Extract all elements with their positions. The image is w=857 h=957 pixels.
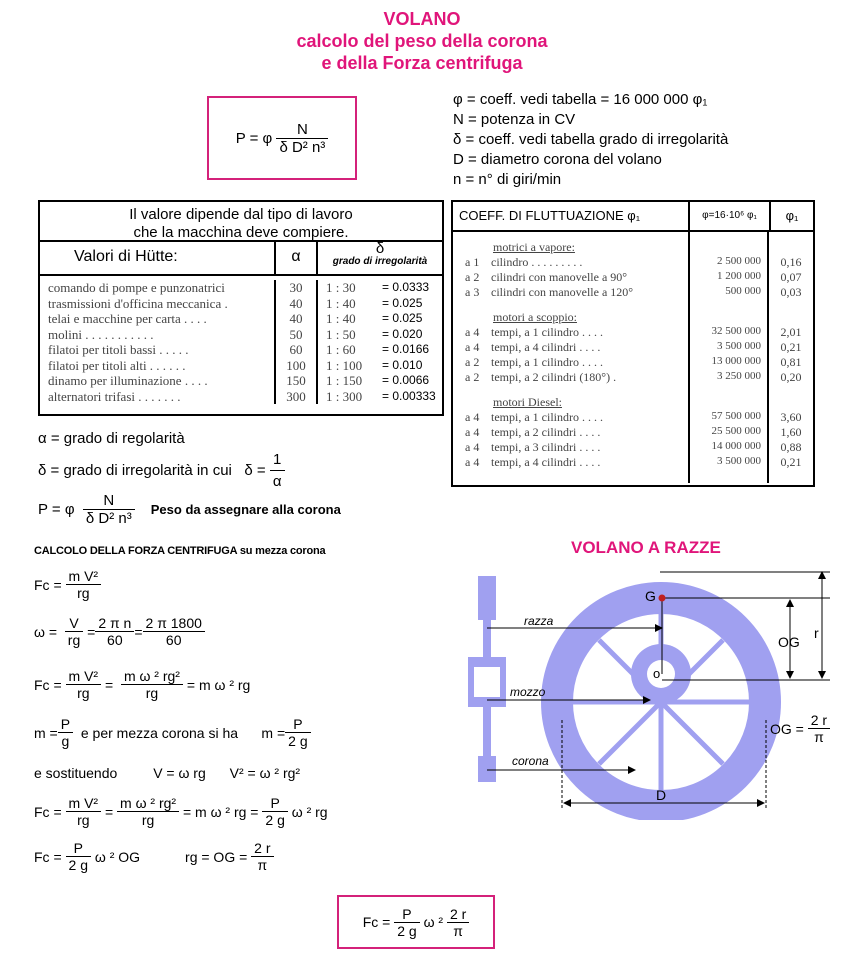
fc3-n3: P [270,795,280,811]
coeff-row-desc: tempi, a 1 cilindro . . . . [491,410,603,424]
coeff-row-phi: 3 500 000 [717,340,761,352]
formula-num: N [296,120,308,138]
m2-num: P [293,716,303,732]
alpha-def: α = grado di regolarità [38,430,185,447]
om-n2: 2 π n [98,615,132,631]
om-n3: 2 π 1800 [145,615,202,631]
hutte-row-label: alternatori trifasi . . . . . . . [48,388,181,404]
page-title [242,8,602,74]
hutte-row-delta [326,358,442,374]
coeff-row-phi: 3 500 000 [717,455,761,467]
hutte-row-label: molini . . . . . . . . . . . [48,326,154,342]
cf-title: CALCOLO DELLA FORZA CENTRIFUGA su mezza corona [34,545,326,557]
hutte-row-alpha: 40 [289,295,303,311]
coeff-row-desc: tempi, a 3 cilindri . . . . [491,440,601,454]
title-line2: calcolo del peso della corona [296,31,548,51]
delta-eq-den: α [270,470,285,492]
label-g: G [645,588,656,604]
final-n1: P [402,905,412,922]
coeff-header: COEFF. DI FLUTTUAZIONE φ₁ [453,202,690,230]
hutte-row-value: = 0.00333 [382,388,436,403]
coeff-row [465,255,688,270]
sost-v: V = ω rg [153,765,206,781]
coeff-row-n: a 2 [465,355,480,369]
fc2-d2: rg [121,684,183,701]
coeff-section-title: motori a scoppio: [493,310,577,324]
coeff-row-desc: tempi, a 1 cilindro . . . . [491,325,603,339]
flywheel-diagram [450,560,850,820]
fc3-lhs: Fc = [34,803,62,820]
hutte-row-ratio: 1 : 150 [326,373,363,388]
hutte-row-delta [326,373,442,389]
hutte-row-ratio: 1 : 60 [326,342,356,357]
peso-num: N [103,492,115,509]
hutte-row-label: filatoi per titoli alti . . . . . . [48,357,186,373]
fc3-d2: rg [117,811,179,828]
coeff-row-n: a 4 [465,410,480,424]
fc1-num: m V² [68,568,99,584]
rg-den: π [251,856,273,873]
coeff-row [465,270,688,285]
hutte-row-label: telai e macchine per carta . . . . [48,311,207,326]
final-n2: 2 r [449,905,467,922]
coeff-row-phi: 3 250 000 [717,370,761,382]
fc3-n2: m ω ² rg² [120,795,177,811]
hutte-col-label: Valori di Hütte: [40,242,276,274]
coeff-row-n: a 4 [465,455,480,469]
fc2-n2: m ω ² rg² [123,668,180,684]
coeff-section-title: motori Diesel: [493,395,562,409]
eq-m [34,716,311,749]
delta-eq-num: 1 [273,451,282,468]
side-rim-bottom [478,756,496,782]
final-d2: π [447,922,469,939]
coeff-row-phi: 14 000 000 [711,440,761,452]
coeff-row-n: a 4 [465,340,480,354]
hutte-row-alpha: 100 [286,357,306,373]
og-num: 2 r [810,712,828,728]
coeff-row-phi1: 3,60 [780,410,802,424]
legend [453,90,728,190]
hutte-row-ratio: 1 : 50 [326,326,356,342]
coeff-row-n: a 2 [465,270,480,284]
og-formula [770,712,830,745]
hutte-row-delta [326,327,442,343]
eq-omega [34,615,205,648]
delta-eq-lhs: δ = [244,462,266,479]
hutte-col-delta: δ [375,240,385,257]
m-num: P [60,716,71,732]
coeff-row-phi1: 0,88 [780,440,802,454]
hutte-row-label: dinamo per illuminazione . . . . [48,373,208,388]
coeff-row-phi1: 0,21 [780,340,802,354]
og-den: π [808,728,830,745]
fc2-eq: = [104,676,114,693]
final-d1: 2 g [394,922,419,939]
hutte-col-alpha: α [276,242,318,274]
formula-lhs: P = φ [235,129,273,147]
m2-lhs: m = [261,724,286,741]
hutte-col-delta-sub: grado di irregolarità [332,256,428,267]
fc1-den: rg [66,584,102,601]
definitions [38,428,285,492]
fc4-num: P [73,840,83,856]
fc4-tail: ω ² OG [94,848,141,865]
hutte-row-ratio: 1 : 40 [326,311,356,326]
coeff-row-desc: tempi, a 4 cilindri . . . . [491,340,601,354]
legend-giri: n = n° di giri/min [453,171,562,188]
peso-den: δ D² n³ [83,509,135,527]
hutte-row-alpha: 60 [289,342,303,357]
label-o: o [653,666,661,681]
coeff-row [465,370,688,385]
final-mid: ω ² [423,914,444,930]
hutte-header2: che la macchina deve compiere. [133,224,349,241]
side-hub-inner [474,667,500,697]
coeff-row-phi1: 0,21 [780,455,802,469]
m2-den: 2 g [285,732,310,749]
formula-den: δ D² n³ [276,138,328,156]
fc2-tail: = m ω ² rg [186,676,251,693]
legend-phi: φ = coeff. vedi tabella = 16 000 000 φ₁ [453,91,708,108]
hutte-row-ratio: 1 : 30 [326,280,356,295]
coeff-row [465,425,688,440]
diagram-title: VOLANO A RAZZE [571,538,721,557]
coeff-col3: φ₁ [785,208,799,223]
coeff-row-n: a 3 [465,285,480,299]
coeff-row [465,355,688,370]
coeff-row [465,285,688,300]
coeff-row-phi: 57 500 000 [711,410,761,422]
coeff-row-phi1: 0,20 [780,370,802,384]
g-point [659,595,666,602]
hutte-row-delta [326,389,442,405]
side-rim-top [478,576,496,620]
coeff-row-phi1: 2,01 [780,325,802,339]
final-lhs: Fc = [362,914,391,930]
side-view [468,576,506,782]
eq-sost [34,765,300,781]
coeff-row-phi: 500 000 [725,285,761,297]
fc3-n1: m V² [68,795,99,811]
fc4-lhs: Fc = [34,848,62,865]
side-spoke-top [483,620,491,658]
om-d2: 60 [95,631,134,648]
hutte-row-value: = 0.0333 [382,280,430,294]
coeff-row-phi1: 0,16 [780,255,802,269]
front-view [557,598,765,806]
coeff-row-phi1: 0,81 [780,355,802,369]
legend-n: N = potenza in CV [453,111,576,128]
label-mozzo: mozzo [510,685,546,699]
hutte-row-ratio: 1 : 100 [326,357,363,373]
fc2-d1: rg [66,684,102,701]
peso-formula [38,492,341,527]
coeff-row [465,410,688,425]
title-line3: e della Forza centrifuga [321,53,523,73]
label-razza: razza [524,614,554,628]
fc3-d3: 2 g [262,811,287,828]
hutte-row-value: = 0.010 [382,357,423,372]
coeff-row-n: a 4 [465,440,480,454]
hutte-row-alpha: 300 [286,388,306,404]
coeff-row-desc: tempi, a 2 cilindri (180°) . [491,370,617,384]
coeff-col2: φ=16·10⁶ φ₁ [690,202,771,230]
hutte-row-label: trasmissioni d'officina meccanica . [48,295,228,311]
coeff-row-n: a 1 [465,255,480,269]
eq-fc2 [34,668,250,701]
rg-lhs: rg = OG = [185,848,248,865]
coeff-row-n: a 2 [465,370,480,384]
om-n1: V [69,615,79,631]
coeff-row-phi: 25 500 000 [711,425,761,437]
m-den: g [58,732,73,749]
coeff-row-phi1: 1,60 [780,425,802,439]
coeff-row-desc: cilindro . . . . . . . . . [491,255,583,269]
coeff-row [465,325,688,340]
om-eq3: = [134,623,143,640]
hutte-row-alpha: 30 [289,280,303,295]
peso-lhs: P = φ [38,501,75,518]
hutte-row-value: = 0.025 [382,311,423,325]
label-r: r [814,625,819,641]
main-formula-box [207,96,357,180]
hutte-row-delta [326,342,442,358]
label-corona: corona [512,754,549,768]
delta-def: δ = grado di irregolarità in cui [38,462,232,479]
coeff-row-phi: 1 200 000 [717,270,761,282]
hutte-row-alpha: 50 [289,326,303,342]
sost-text: e sostituendo [34,765,118,781]
coeff-row-desc: tempi, a 1 cilindro . . . . [491,355,603,369]
hutte-body [40,276,442,404]
coeff-row-phi1: 0,07 [780,270,802,284]
coeff-row [465,455,688,470]
eq-fc1 [34,568,101,601]
hutte-row-value: = 0.020 [382,326,423,341]
fc2-n1: m V² [68,668,99,684]
coeff-row-phi: 32 500 000 [711,325,761,337]
coeff-table [451,200,815,487]
coeff-row-n: a 4 [465,425,480,439]
om-lhs: ω = [34,623,57,640]
og-lhs: OG = [770,720,804,737]
hutte-row-delta [326,280,442,296]
coeff-row-phi: 13 000 000 [711,355,761,367]
coeff-row-desc: cilindri con manovelle a 90° [491,270,628,284]
fc3-mid: = m ω ² rg = [182,803,259,820]
hutte-row-value: = 0.0066 [382,373,430,387]
legend-d: D = diametro corona del volano [453,151,662,168]
fc2-lhs: Fc = [34,676,62,693]
coeff-row-phi: 2 500 000 [717,255,761,267]
hutte-row-alpha: 40 [289,311,303,326]
coeff-section-title: motrici a vapore: [493,240,575,254]
hub-hole [647,660,675,688]
hutte-header1: Il valore dipende dal tipo di lavoro [129,206,353,223]
m-lhs: m = [34,724,58,741]
coeff-row-phi1: 0,03 [780,285,802,299]
hutte-row-label: comando di pompe e punzonatrici [48,280,225,295]
hutte-row-label: filatoi per titoli bassi . . . . . [48,342,189,357]
hutte-table [38,200,444,416]
hutte-row-delta [326,296,442,312]
legend-delta: δ = coeff. vedi tabella grado di irregolarità [453,131,729,148]
m-text: e per mezza corona si ha [80,724,239,741]
om-d3: 60 [143,631,205,648]
coeff-row-desc: cilindri con manovelle a 120° [491,285,634,299]
rg-num: 2 r [254,840,271,856]
label-d: D [656,787,667,803]
hutte-row-value: = 0.025 [382,295,423,310]
title-line1: VOLANO [383,9,461,29]
hutte-row-value: = 0.0166 [382,342,430,356]
coeff-row-desc: tempi, a 4 cilindri . . . . [491,455,601,469]
coeff-row [465,440,688,455]
fc3-d1: rg [66,811,102,828]
om-eq2: = [87,623,96,640]
final-formula-box [337,895,495,949]
label-og: OG [778,634,800,650]
hutte-row-alpha: 150 [286,373,306,388]
fc1-lhs: Fc = [34,576,62,593]
peso-note: Peso da assegnare alla corona [150,502,341,517]
coeff-row [465,340,688,355]
hutte-row-ratio: 1 : 300 [326,388,363,404]
eq-fc3: Fc = $\frac{\text{m V²}}{rg}$ = $\frac{\text{m ω ² rg²}}{rg}$ = m ω ² rg = $\frac{P}{2 g}$ ω ² rg [34,795,328,828]
hutte-row-delta [326,311,442,327]
om-d1: rg [65,631,83,648]
coeff-row-n: a 4 [465,325,480,339]
side-spoke-bottom [483,707,491,757]
eq-fc4 [34,840,274,873]
fc4-den: 2 g [66,856,91,873]
fc3-tail: ω ² rg [291,803,328,820]
hutte-row-ratio: 1 : 40 [326,295,356,311]
sost-v2: V² = ω ² rg² [229,765,301,781]
coeff-row-desc: tempi, a 2 cilindri . . . . [491,425,601,439]
